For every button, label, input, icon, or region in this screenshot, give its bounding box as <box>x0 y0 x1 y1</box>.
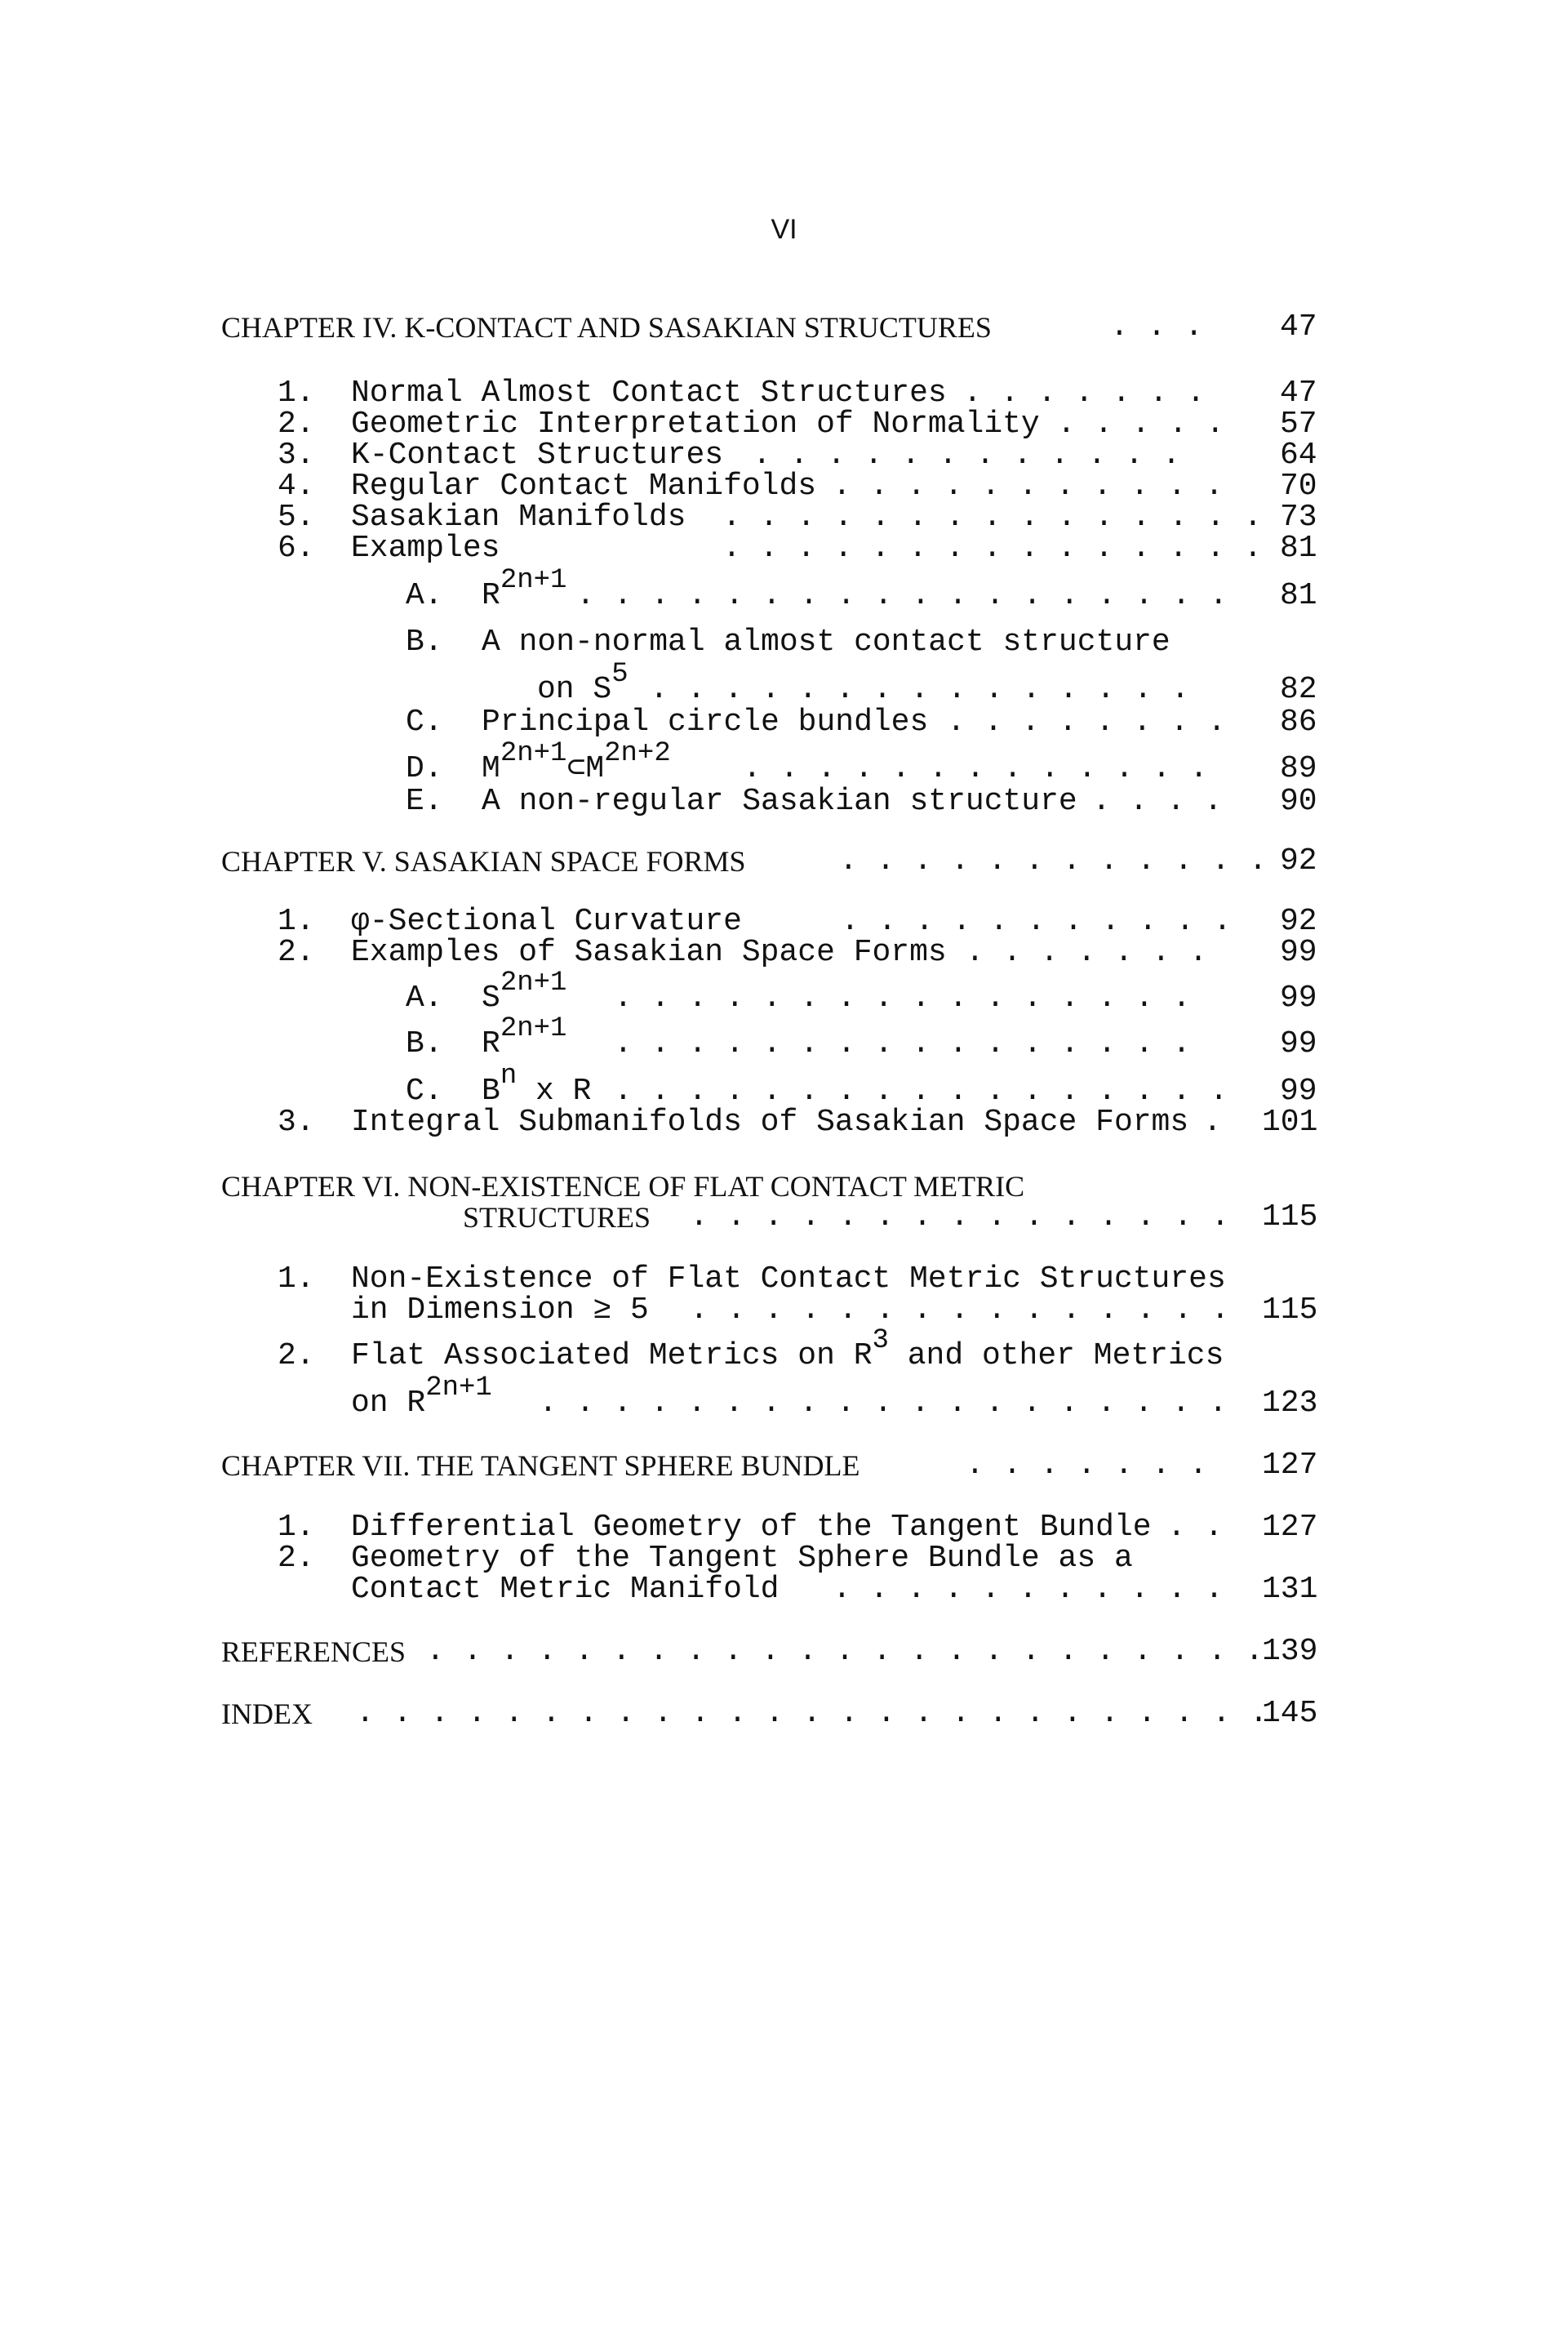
toc-item-leader: . . . . . <box>1057 407 1225 442</box>
toc-item-text: Examples of Sasakian Space Forms <box>351 935 947 970</box>
toc-item-page: 57 <box>1280 407 1317 442</box>
toc-item-leader: . . . . . . . . . . . <box>833 469 1224 504</box>
example-letter: A. <box>406 578 443 613</box>
example-text: A non-normal almost contact structure <box>482 625 1170 660</box>
toc-item-page: 81 <box>1280 578 1317 613</box>
toc-item-page: 92 <box>1280 904 1317 939</box>
toc-item-text: φ-Sectional Curvature <box>351 904 742 939</box>
chapter-6-title-cont: STRUCTURES <box>463 1201 651 1234</box>
toc-item-leader: . . . . . . . <box>966 935 1208 970</box>
toc-item-leader: . . . . . . . . . . . . . . . . <box>614 981 1191 1016</box>
toc-item-page: 99 <box>1280 1026 1317 1061</box>
chapter-7-title: CHAPTER VII. THE TANGENT SPHERE BUNDLE <box>221 1449 860 1482</box>
chapter-4-page: 47 <box>1280 309 1317 345</box>
chapter-4-leader: . . . <box>1110 309 1204 345</box>
toc-item-num: 1. <box>278 376 315 411</box>
toc-item-num: 3. <box>278 438 315 473</box>
toc-item-text: Examples <box>351 531 500 566</box>
page-number: VI <box>771 214 797 245</box>
toc-item-text: Regular Contact Manifolds <box>351 469 817 504</box>
example-formula: $S^{2n+1}$ <box>482 968 567 1016</box>
chapter-7-leader: . . . . . . . <box>966 1448 1208 1483</box>
example-letter: D. <box>406 751 443 786</box>
example-text: Principal circle bundles <box>482 705 929 740</box>
index-page: 145 <box>1262 1696 1318 1731</box>
toc-item-page: 70 <box>1280 469 1317 504</box>
toc-item-leader: . . . . . . . . . . . . <box>753 438 1181 473</box>
toc-item-text: Geometry of the Tangent Sphere Bundle as a <box>351 1541 1133 1576</box>
references-leader: . . . . . . . . . . . . . . . . . . . . . . . <box>426 1634 1264 1669</box>
toc-item-num: 2. <box>278 1541 315 1576</box>
toc-item-leader: . . <box>1167 1510 1224 1545</box>
index-leader: . . . . . . . . . . . . . . . . . . . . . . . . . <box>356 1696 1268 1731</box>
toc-item-leader: . . . . . . . . . . . <box>833 1572 1224 1607</box>
example-letter: C. <box>406 1074 443 1109</box>
toc-item-leader: . . . . . . . . . . . <box>841 904 1232 939</box>
example-letter: E. <box>406 784 443 819</box>
toc-item-leader: . . . . . . . . . . . . . . . . . <box>614 1074 1228 1109</box>
toc-item-page: 64 <box>1280 438 1317 473</box>
example-letter: A. <box>406 981 443 1016</box>
example-formula: $R^{2n+1}$ <box>482 1013 567 1061</box>
toc-item-num: 4. <box>278 469 315 504</box>
toc-item-page: 123 <box>1262 1386 1318 1421</box>
toc-item-leader: . . . . . . . . . . . . . <box>743 751 1209 786</box>
chapter-4-title: CHAPTER IV. K-CONTACT AND SASAKIAN STRUCTURES <box>221 311 992 344</box>
toc-item-page: 127 <box>1262 1510 1318 1545</box>
toc-item-leader: . . . . . . . . . . . . . . . <box>722 500 1263 535</box>
toc-item-text: Flat Associated Metrics on $R^3$ and other Metrics <box>351 1325 1224 1373</box>
toc-item-leader: . . . . <box>1092 784 1223 819</box>
toc-item-page: 47 <box>1280 376 1317 411</box>
toc-item-num: 6. <box>278 531 315 566</box>
toc-item-page: 99 <box>1280 981 1317 1016</box>
toc-item-leader: . . . . . . . <box>963 376 1206 411</box>
toc-item-num: 5. <box>278 500 315 535</box>
index-title: INDEX <box>221 1697 313 1730</box>
toc-item-page: 115 <box>1262 1293 1318 1328</box>
toc-item-leader: . . . . . . . . . . . . . . . <box>722 531 1263 566</box>
chapter-7-page: 127 <box>1262 1448 1318 1483</box>
chapter-6-page: 115 <box>1262 1199 1318 1235</box>
toc-item-page: 82 <box>1280 672 1317 707</box>
toc-item-leader: . . . . . . . . . . . . . . . . . . . <box>539 1386 1228 1421</box>
toc-item-num: 2. <box>278 407 315 442</box>
toc-item-leader: . . . . . . . . <box>947 705 1227 740</box>
references-page: 139 <box>1262 1634 1318 1669</box>
toc-item-num: 1. <box>278 1261 315 1297</box>
references-title: REFERENCES <box>221 1635 406 1668</box>
toc-item-leader: . . . . . . . . . . . . . . . <box>650 672 1190 707</box>
toc-item-num: 1. <box>278 904 315 939</box>
example-formula: $B^n$ x R <box>482 1061 592 1109</box>
toc-item-leader: . . . . . . . . . . . . . . . . <box>614 1026 1191 1061</box>
toc-item-num: 2. <box>278 1338 315 1373</box>
toc-item-leader: . <box>1203 1105 1222 1140</box>
toc-item-text: K-Contact Structures <box>351 438 724 473</box>
toc-item-leader: . . . . . . . . . . . . . . . <box>690 1293 1230 1328</box>
toc-item-page: 86 <box>1280 705 1317 740</box>
toc-item-num: 3. <box>278 1105 315 1140</box>
toc-item-text: Geometric Interpretation of Normality <box>351 407 1040 442</box>
toc-item-page: 90 <box>1280 784 1317 819</box>
toc-item-page: 131 <box>1262 1572 1318 1607</box>
toc-item-text-cont: Contact Metric Manifold <box>351 1572 780 1607</box>
toc-item-page: 101 <box>1262 1105 1318 1140</box>
toc-item-leader: . . . . . . . . . . . . . . . . . . <box>576 578 1228 613</box>
example-letter: B. <box>406 1026 443 1061</box>
example-formula: on $S^5$ <box>537 659 629 707</box>
chapter-5-leader: . . . . . . . . . . . . <box>839 843 1268 879</box>
toc-item-page: 73 <box>1280 500 1317 535</box>
toc-item-text: Integral Submanifolds of Sasakian Space Forms <box>351 1105 1189 1140</box>
toc-item-page: 81 <box>1280 531 1317 566</box>
example-letter: B. <box>406 625 443 660</box>
toc-item-page: 89 <box>1280 751 1317 786</box>
example-letter: C. <box>406 705 443 740</box>
chapter-5-title: CHAPTER V. SASAKIAN SPACE FORMS <box>221 845 746 878</box>
toc-item-page: 99 <box>1280 1074 1317 1109</box>
example-text: A non-regular Sasakian structure <box>482 784 1077 819</box>
chapter-5-page: 92 <box>1280 843 1317 879</box>
toc-item-text-cont: in Dimension ≥ 5 <box>351 1293 649 1328</box>
toc-item-text-cont: on $R^{2n+1}$ <box>351 1373 492 1421</box>
toc-item-num: 1. <box>278 1510 315 1545</box>
toc-item-text: Differential Geometry of the Tangent Bundle <box>351 1510 1152 1545</box>
chapter-6-leader: . . . . . . . . . . . . . . . <box>690 1199 1230 1235</box>
toc-item-num: 2. <box>278 935 315 970</box>
toc-item-text: Sasakian Manifolds <box>351 500 686 535</box>
toc-item-text: Normal Almost Contact Structures <box>351 376 947 411</box>
example-formula: $M^{2n+1}\subset M^{2n+2}$ <box>482 738 671 786</box>
chapter-6-title: CHAPTER VI. NON-EXISTENCE OF FLAT CONTACT METRIC <box>221 1170 1025 1203</box>
toc-item-text: Non-Existence of Flat Contact Metric Structures <box>351 1261 1226 1297</box>
toc-item-page: 99 <box>1280 935 1317 970</box>
example-formula: $R^{2n+1}$ <box>482 565 567 613</box>
